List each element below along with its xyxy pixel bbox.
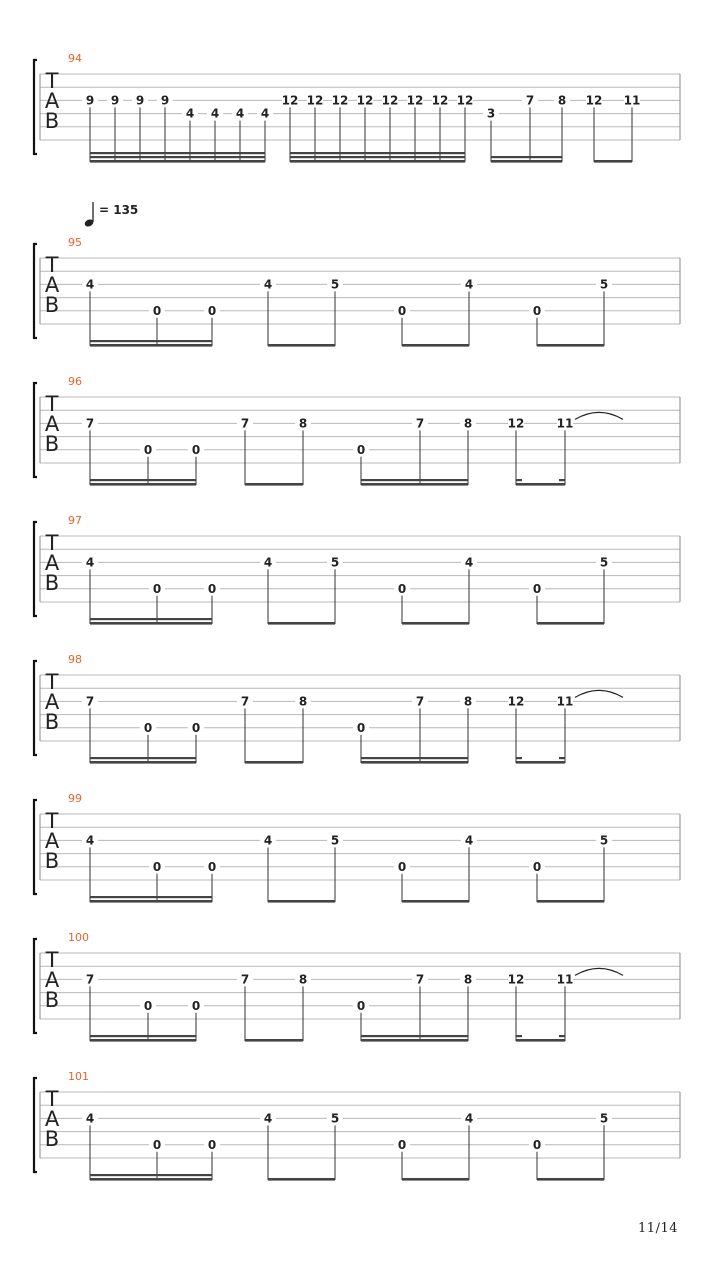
tab-clef-letter: B	[44, 710, 60, 734]
fret-number: 11	[556, 972, 574, 987]
fret-number: 4	[464, 1111, 474, 1126]
tab-clef-letter: B	[44, 109, 60, 133]
beam	[90, 152, 265, 154]
tab-clef-letter: B	[44, 571, 60, 595]
tab-system	[34, 653, 680, 764]
tab-clef-letter: A	[44, 690, 60, 714]
fret-number: 4	[235, 106, 245, 121]
tab-clef-letter: A	[44, 968, 60, 992]
beam	[245, 483, 303, 486]
fret-number: 12	[585, 93, 603, 108]
fret-number: 0	[207, 303, 217, 318]
beam	[516, 761, 565, 764]
measure-number: 100	[68, 931, 89, 944]
fret-number: 0	[207, 1137, 217, 1152]
fret-number: 7	[525, 93, 535, 108]
fret-number: 0	[397, 1137, 407, 1152]
fret-number: 4	[85, 833, 95, 848]
fret-number: 4	[263, 555, 273, 570]
beam	[537, 1178, 604, 1181]
fret-number: 4	[260, 106, 270, 121]
fret-number: 0	[532, 581, 542, 596]
fret-number: 5	[599, 555, 609, 570]
fret-number: 0	[143, 442, 153, 457]
beam	[90, 622, 212, 625]
fret-number: 4	[263, 1111, 273, 1126]
fret-number: 7	[240, 972, 250, 987]
beam	[361, 479, 468, 481]
tab-clef-letter: T	[45, 948, 59, 972]
system-bracket	[34, 383, 37, 477]
fret-number: 12	[331, 93, 349, 108]
tab-clef-letter: A	[44, 1107, 60, 1131]
fret-number: 7	[415, 694, 425, 709]
beam	[361, 761, 468, 764]
beam	[90, 618, 212, 620]
system-bracket	[34, 522, 37, 616]
fret-number: 0	[143, 998, 153, 1013]
fret-number: 12	[281, 93, 299, 108]
beam	[90, 1178, 212, 1181]
system-bracket	[34, 60, 37, 154]
beam	[90, 340, 212, 342]
beam	[537, 344, 604, 347]
fret-number: 9	[85, 93, 95, 108]
tempo-value: = 135	[99, 203, 139, 217]
tab-system	[34, 931, 680, 1042]
fret-number: 0	[207, 581, 217, 596]
fret-number: 4	[185, 106, 195, 121]
fret-number: 8	[463, 694, 473, 709]
fret-number: 5	[330, 555, 340, 570]
beam	[491, 156, 562, 158]
fret-number: 8	[463, 416, 473, 431]
tab-clef-letter: A	[44, 551, 60, 575]
fret-number: 0	[152, 581, 162, 596]
beam	[268, 622, 335, 625]
beam	[90, 483, 196, 486]
beam	[537, 900, 604, 903]
tab-clef-letter: A	[44, 89, 60, 113]
beam	[516, 757, 522, 759]
beam	[361, 483, 468, 486]
tab-clef-letter: T	[45, 392, 59, 416]
beam	[90, 479, 196, 481]
tab-clef-letter: A	[44, 829, 60, 853]
fret-number: 4	[85, 277, 95, 292]
fret-number: 0	[152, 303, 162, 318]
fret-number: 4	[85, 555, 95, 570]
system-bracket	[34, 244, 37, 338]
fret-number: 7	[85, 416, 95, 431]
fret-number: 8	[557, 93, 567, 108]
tab-clef-letter: B	[44, 849, 60, 873]
fret-number: 5	[330, 1111, 340, 1126]
tab-clef-letter: B	[44, 988, 60, 1012]
tab-clef-letter: B	[44, 1127, 60, 1151]
fret-number: 5	[599, 833, 609, 848]
beam	[402, 900, 469, 903]
fret-number: 12	[507, 416, 525, 431]
system-bracket	[34, 1078, 37, 1172]
beam	[361, 1039, 468, 1042]
beam	[245, 1039, 303, 1042]
fret-number: 12	[406, 93, 424, 108]
tab-system	[34, 792, 680, 903]
beam	[290, 160, 465, 163]
beam	[268, 900, 335, 903]
fret-number: 5	[599, 277, 609, 292]
fret-number: 0	[152, 859, 162, 874]
tab-clef-letter: B	[44, 293, 60, 317]
beam	[90, 156, 265, 158]
tie-arc	[575, 412, 623, 419]
beam	[90, 1174, 212, 1176]
fret-number: 5	[599, 1111, 609, 1126]
beam	[516, 483, 565, 486]
beam	[516, 1039, 565, 1042]
measure-number: 101	[68, 1070, 89, 1083]
beam	[516, 479, 522, 481]
system-bracket	[34, 939, 37, 1033]
tab-clef-letter: B	[44, 432, 60, 456]
tab-clef-letter: T	[45, 253, 59, 277]
tab-system	[34, 52, 680, 163]
fret-number: 4	[263, 277, 273, 292]
fret-number: 0	[191, 998, 201, 1013]
tab-clef-letter: T	[45, 670, 59, 694]
fret-number: 12	[381, 93, 399, 108]
fret-number: 0	[143, 720, 153, 735]
beam	[90, 900, 212, 903]
fret-number: 4	[85, 1111, 95, 1126]
beam	[268, 344, 335, 347]
fret-number: 7	[240, 416, 250, 431]
tab-system	[34, 514, 680, 625]
system-bracket	[34, 661, 37, 755]
beam	[361, 757, 468, 759]
beam	[90, 761, 196, 764]
tab-system	[34, 236, 680, 347]
fret-number: 0	[191, 720, 201, 735]
fret-number: 9	[160, 93, 170, 108]
beam	[90, 757, 196, 759]
beam	[559, 757, 565, 759]
fret-number: 0	[397, 581, 407, 596]
beam	[537, 622, 604, 625]
fret-number: 9	[135, 93, 145, 108]
fret-number: 4	[464, 555, 474, 570]
beam	[402, 622, 469, 625]
beam	[90, 1035, 196, 1037]
tab-clef-letter: T	[45, 531, 59, 555]
tab-clef-letter: A	[44, 412, 60, 436]
measure-number: 94	[68, 52, 82, 65]
measure-number: 95	[68, 236, 82, 249]
beam	[268, 1178, 335, 1181]
fret-number: 0	[356, 998, 366, 1013]
fret-number: 0	[356, 442, 366, 457]
fret-number: 11	[623, 93, 641, 108]
fret-number: 0	[397, 303, 407, 318]
tab-system	[34, 1070, 680, 1181]
fret-number: 5	[330, 277, 340, 292]
fret-number: 7	[415, 972, 425, 987]
fret-number: 11	[556, 416, 574, 431]
fret-number: 8	[298, 694, 308, 709]
fret-number: 12	[356, 93, 374, 108]
fret-number: 9	[110, 93, 120, 108]
fret-number: 7	[85, 972, 95, 987]
beam	[516, 1035, 522, 1037]
fret-number: 12	[431, 93, 449, 108]
page-number: 11/14	[638, 1221, 678, 1236]
fret-number: 11	[556, 694, 574, 709]
fret-number: 3	[486, 106, 496, 121]
measure-number: 97	[68, 514, 82, 527]
fret-number: 4	[464, 277, 474, 292]
beam	[559, 479, 565, 481]
fret-number: 4	[210, 106, 220, 121]
fret-number: 7	[415, 416, 425, 431]
tab-clef-letter: T	[45, 809, 59, 833]
tempo-marking	[84, 202, 139, 228]
tab-clef-letter: T	[45, 1087, 59, 1111]
beam	[559, 1035, 565, 1037]
beam	[361, 1035, 468, 1037]
fret-number: 5	[330, 833, 340, 848]
fret-number: 0	[397, 859, 407, 874]
fret-number: 7	[85, 694, 95, 709]
fret-number: 0	[356, 720, 366, 735]
beam	[90, 160, 265, 163]
fret-number: 4	[263, 833, 273, 848]
tab-clef-letter: T	[45, 69, 59, 93]
beam	[402, 344, 469, 347]
fret-number: 0	[152, 1137, 162, 1152]
measure-number: 98	[68, 653, 82, 666]
fret-number: 0	[191, 442, 201, 457]
tie-arc	[575, 968, 623, 975]
beam	[491, 160, 562, 163]
beam	[245, 761, 303, 764]
beam	[402, 1178, 469, 1181]
beam	[290, 152, 465, 154]
system-bracket	[34, 800, 37, 894]
tie-arc	[575, 690, 623, 697]
fret-number: 12	[306, 93, 324, 108]
beam	[290, 156, 465, 158]
fret-number: 8	[463, 972, 473, 987]
fret-number: 0	[532, 303, 542, 318]
fret-number: 7	[240, 694, 250, 709]
fret-number: 0	[207, 859, 217, 874]
fret-number: 12	[507, 694, 525, 709]
fret-number: 8	[298, 416, 308, 431]
fret-number: 0	[532, 1137, 542, 1152]
beam	[90, 896, 212, 898]
beam	[90, 1039, 196, 1042]
fret-number: 0	[532, 859, 542, 874]
tab-clef-letter: A	[44, 273, 60, 297]
measure-number: 99	[68, 792, 82, 805]
fret-number: 12	[456, 93, 474, 108]
fret-number: 12	[507, 972, 525, 987]
measure-number: 96	[68, 375, 82, 388]
fret-number: 4	[464, 833, 474, 848]
beam	[594, 160, 632, 163]
beam	[90, 344, 212, 347]
tab-system	[34, 375, 680, 486]
fret-number: 8	[298, 972, 308, 987]
